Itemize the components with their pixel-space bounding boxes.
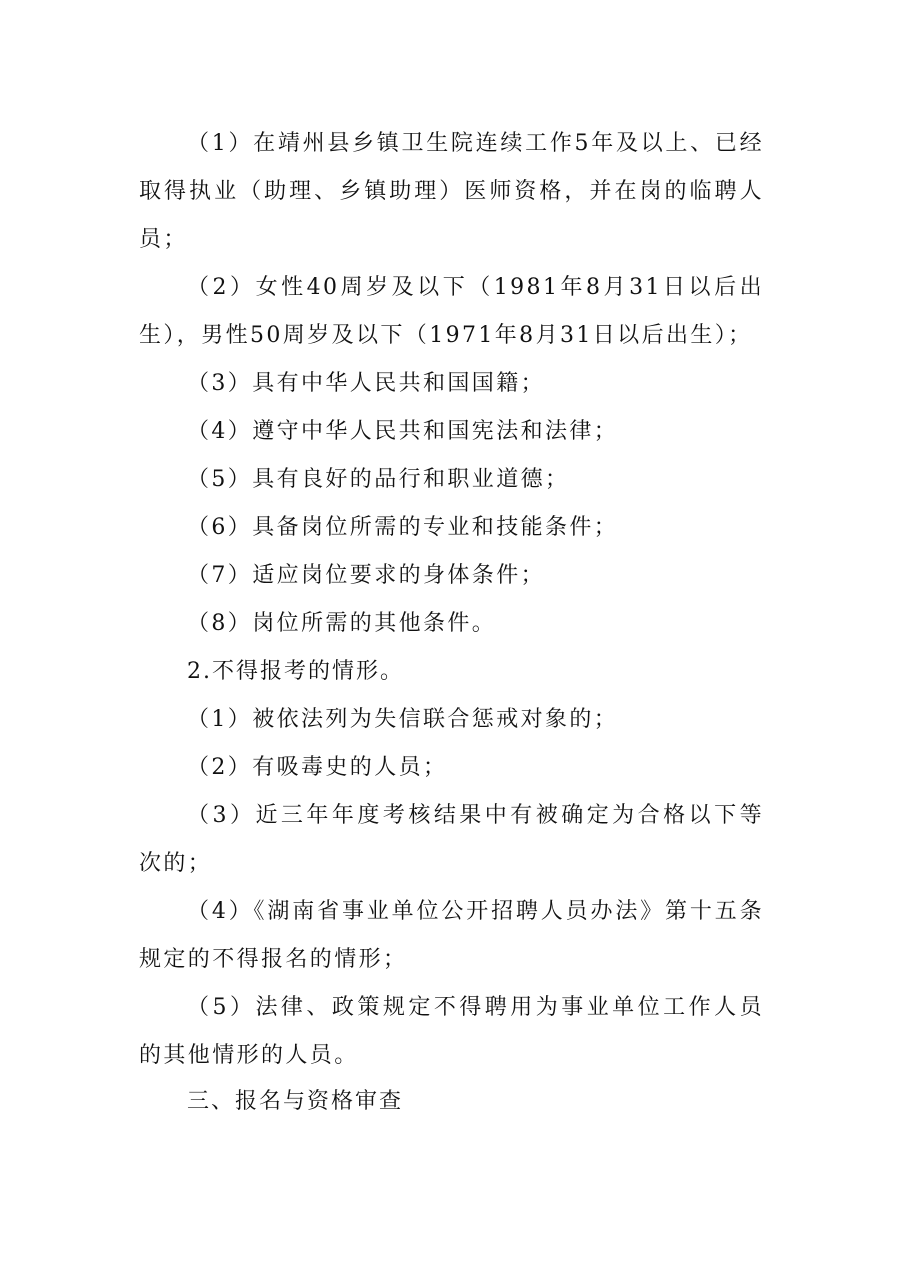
paragraph-condition-8: （8）岗位所需的其他条件。	[187, 611, 497, 636]
section-heading-registration: 三、报名与资格审查	[187, 1089, 404, 1114]
paragraph-exclusion-4: （4）《湖南省事业单位公开招聘人员办法》第十五条规定的不得报名的情形；	[139, 899, 764, 972]
section-heading-exclusions: 2.不得报考的情形。	[187, 659, 404, 684]
paragraph-condition-5: （5）具有良好的品行和职业道德；	[187, 467, 570, 492]
paragraph-condition-6: （6）具备岗位所需的专业和技能条件；	[187, 515, 619, 540]
paragraph-exclusion-2: （2）有吸毒史的人员；	[187, 755, 448, 780]
paragraph-condition-4: （4）遵守中华人民共和国宪法和法律；	[187, 419, 619, 444]
paragraph-exclusion-1: （1）被依法列为失信联合惩戒对象的；	[187, 707, 619, 732]
paragraph-condition-1: （1）在靖州县乡镇卫生院连续工作5年及以上、已经取得执业（助理、乡镇助理）医师资格，并在岗的临聘人员；	[139, 131, 764, 252]
paragraph-exclusion-5: （5）法律、政策规定不得聘用为事业单位工作人员的其他情形的人员。	[139, 995, 764, 1068]
paragraph-condition-2: （2）女性40周岁及以下（1981年8月31日以后出生），男性50周岁及以下（1971年8月31日以后出生）；	[139, 275, 764, 348]
paragraph-condition-3: （3）具有中华人民共和国国籍；	[187, 371, 545, 396]
paragraph-condition-7: （7）适应岗位要求的身体条件；	[187, 563, 545, 588]
paragraph-exclusion-3: （3）近三年年度考核结果中有被确定为合格以下等次的；	[139, 803, 764, 876]
